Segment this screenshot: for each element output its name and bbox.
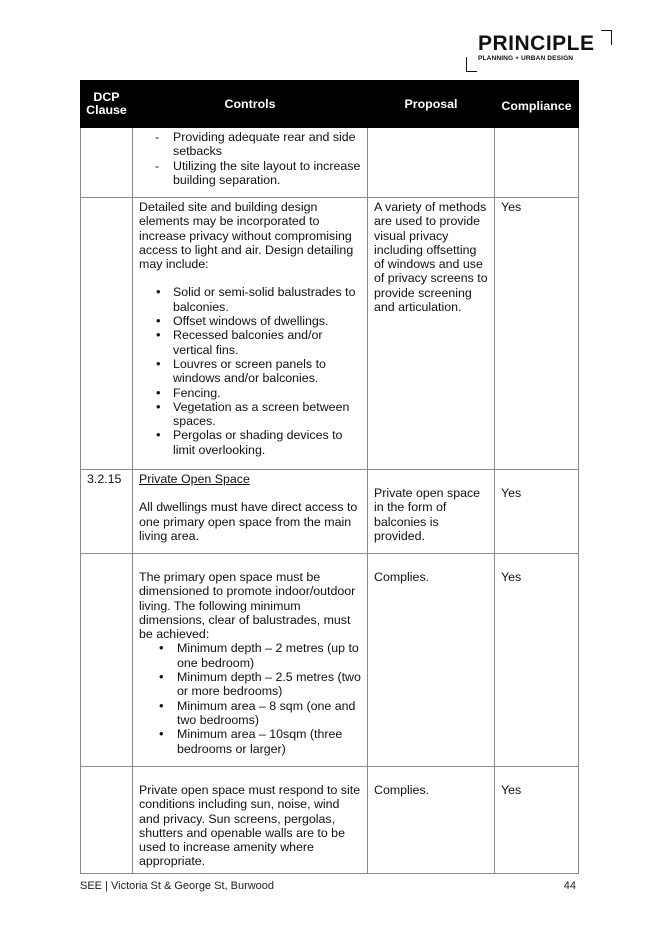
controls-cell	[133, 767, 368, 874]
proposal-text: Complies.	[374, 570, 430, 584]
clause-cell	[81, 554, 133, 767]
proposal-cell	[368, 470, 495, 554]
logo-tagline: PLANNING + URBAN DESIGN	[478, 55, 574, 62]
compliance-text: Yes	[501, 783, 522, 797]
proposal-cell: A variety of methods are used to provide visual privacy including offsetting of windows and use of privacy screens to provide screening and articulation.	[368, 198, 495, 470]
control-text: All dwellings must have direct access to one primary open space from the main living area.	[139, 500, 358, 543]
list-item: • Minimum area – 8 sqm (one and two bedrooms)	[139, 699, 361, 728]
list-item: • Vegetation as a screen between spaces.	[139, 400, 361, 429]
header-proposal: Proposal	[368, 81, 495, 128]
table-row	[81, 554, 579, 767]
logo-bracket-bottom-left	[466, 57, 477, 72]
compliance-text: Yes	[501, 570, 522, 584]
footer-document-title: SEE | Victoria St & George St, Burwood	[80, 880, 275, 892]
table-row	[81, 198, 579, 470]
list-item: • Solid or semi-solid balustrades to balconies.	[139, 285, 361, 314]
table-header-row	[81, 81, 579, 128]
controls-cell	[133, 470, 368, 554]
clause-cell	[81, 767, 133, 874]
list-item: • Minimum depth – 2.5 metres (two or more bedrooms)	[139, 670, 361, 699]
list-item: • Louvres or screen panels to windows and/or balconies.	[139, 357, 361, 386]
proposal-cell	[368, 767, 495, 874]
logo-bracket-top-right	[601, 30, 612, 45]
compliance-cell	[495, 128, 579, 198]
list-item: • Recessed balconies and/or vertical fins.	[139, 328, 361, 357]
list-item: - Utilizing the site layout to increase building separation.	[139, 159, 361, 188]
table-row	[81, 470, 579, 554]
proposal-cell	[368, 128, 495, 198]
control-intro: The primary open space must be dimensioned to promote indoor/outdoor living. The following minimum dimensions, clear of balustrades, must be achieved:	[139, 570, 356, 642]
table-row	[81, 767, 579, 874]
list-item: - Providing adequate rear and side setbacks	[139, 130, 361, 159]
clause-cell: 3.2.15	[81, 470, 133, 554]
compliance-cell	[495, 554, 579, 767]
compliance-text: Yes	[501, 486, 522, 500]
compliance-cell	[495, 470, 579, 554]
proposal-text: Private open space in the form of balconies is provided.	[374, 486, 481, 543]
compliance-cell: Yes	[495, 198, 579, 470]
clause-cell	[81, 198, 133, 470]
list-item: • Minimum depth – 2 metres (up to one bedroom)	[139, 641, 361, 670]
control-text: Private open space must respond to site conditions including sun, noise, wind and privacy. Sun screens, pergolas, shutters and openable walls are to be used to increase amenity where appropriate.	[139, 783, 361, 869]
logo-brand: PRINCIPLE	[478, 32, 595, 55]
list-item: • Minimum area – 10sqm (three bedrooms or larger)	[139, 727, 361, 756]
proposal-text: Complies.	[374, 783, 430, 797]
table-row	[81, 128, 579, 198]
header-dcp-clause: DCP Clause	[81, 81, 133, 128]
control-intro: Detailed site and building design elements may be incorporated to increase privacy without compromising access to light and air. Design detailing may include:	[139, 200, 354, 272]
clause-cell	[81, 128, 133, 198]
controls-cell	[133, 554, 368, 767]
list-item: • Fencing.	[139, 386, 361, 400]
section-heading: Private Open Space	[139, 472, 250, 486]
controls-cell	[133, 198, 368, 470]
proposal-cell	[368, 554, 495, 767]
header-compliance: Compliance	[495, 81, 579, 128]
principle-logo	[466, 30, 612, 72]
compliance-cell	[495, 767, 579, 874]
footer-page-number: 44	[563, 880, 576, 892]
controls-cell	[133, 128, 368, 198]
list-item: • Pergolas or shading devices to limit overlooking.	[139, 428, 361, 457]
list-item: • Offset windows of dwellings.	[139, 314, 361, 328]
header-controls: Controls	[133, 81, 368, 128]
dcp-compliance-table	[80, 80, 579, 874]
